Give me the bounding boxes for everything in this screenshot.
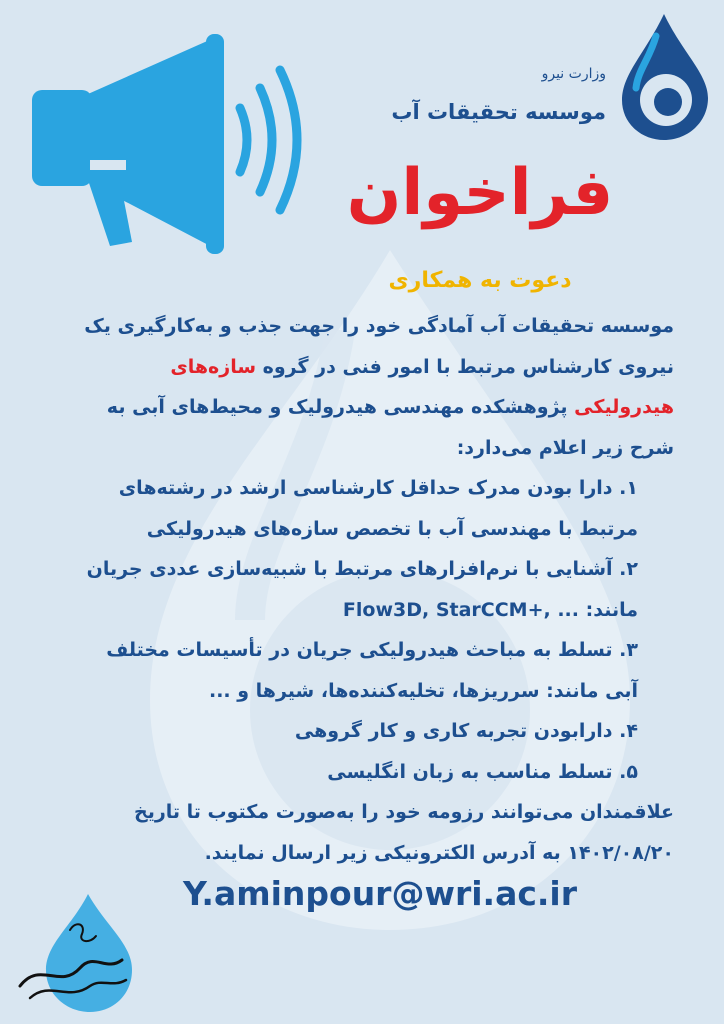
requirement-number: ۵. (619, 760, 638, 783)
requirement-text: دارابودن تجربه کاری و کار گروهی (294, 720, 613, 742)
requirement-number: ۳. (619, 639, 638, 661)
requirement-number: ۱. (619, 477, 638, 499)
requirement-item (74, 468, 674, 549)
poster-title: فراخوان (346, 156, 614, 230)
requirement-number: ۴. (619, 720, 638, 742)
institute-name: موسسه تحقیقات آب (391, 100, 606, 124)
intro-part-2: پژوهشکده مهندسی هیدرولیک و محیط‌های آبی به شرح زیر اعلام می‌دارد: (106, 396, 674, 459)
closing-paragraph: علاقمندان می‌توانند رزومه خود را به‌صورت مکتوب تا تاریخ ۱۴۰۲/۰۸/۲۰ به آدرس الکترونیکی زیر ارسال نمایند. (134, 801, 674, 864)
software-list: Flow3D, StarCCM+, ... (342, 598, 579, 621)
intro-paragraph (74, 306, 674, 468)
megaphone-icon (28, 30, 308, 260)
requirement-item (74, 711, 674, 752)
requirement-item (74, 752, 674, 793)
water-drop-logo-icon (616, 12, 712, 142)
requirement-text: تسلط به مباحث هیدرولیکی جریان در تأسیسات مختلف آبی مانند: سرریزها، تخلیه‌کننده‌ها، شیرها و ... (106, 639, 638, 702)
contact-email[interactable]: Y.aminpour@wri.ac.ir (182, 874, 578, 913)
requirement-item (74, 630, 674, 711)
poster-subtitle: دعوت به همکاری (388, 268, 572, 293)
requirement-number: ۲. (619, 558, 638, 580)
requirement-text: تسلط مناسب به زبان انگلیسی (327, 760, 613, 783)
ministry-name: وزارت نیرو (541, 66, 606, 82)
requirement-item (74, 549, 674, 630)
intro-part-1: موسسه تحقیقات آب آمادگی خود را جهت جذب و به‌کارگیری یک نیروی کارشناس مرتبط با امور فنی در گروه (84, 315, 674, 378)
requirement-text: آشنایی با نرم‌افزارهای مرتبط با شبیه‌سازی عددی جریان مانند: (86, 558, 638, 621)
announcement-body (74, 306, 674, 873)
intro-highlight: سازه‌های هیدرولیکی (170, 355, 674, 418)
public-relations-badge-icon (10, 890, 138, 1018)
requirement-text: دارا بودن مدرک حداقل کارشناسی ارشد در رشته‌های مرتبط با مهندسی آب با تخصص سازه‌های هیدرولیکی (118, 477, 638, 540)
